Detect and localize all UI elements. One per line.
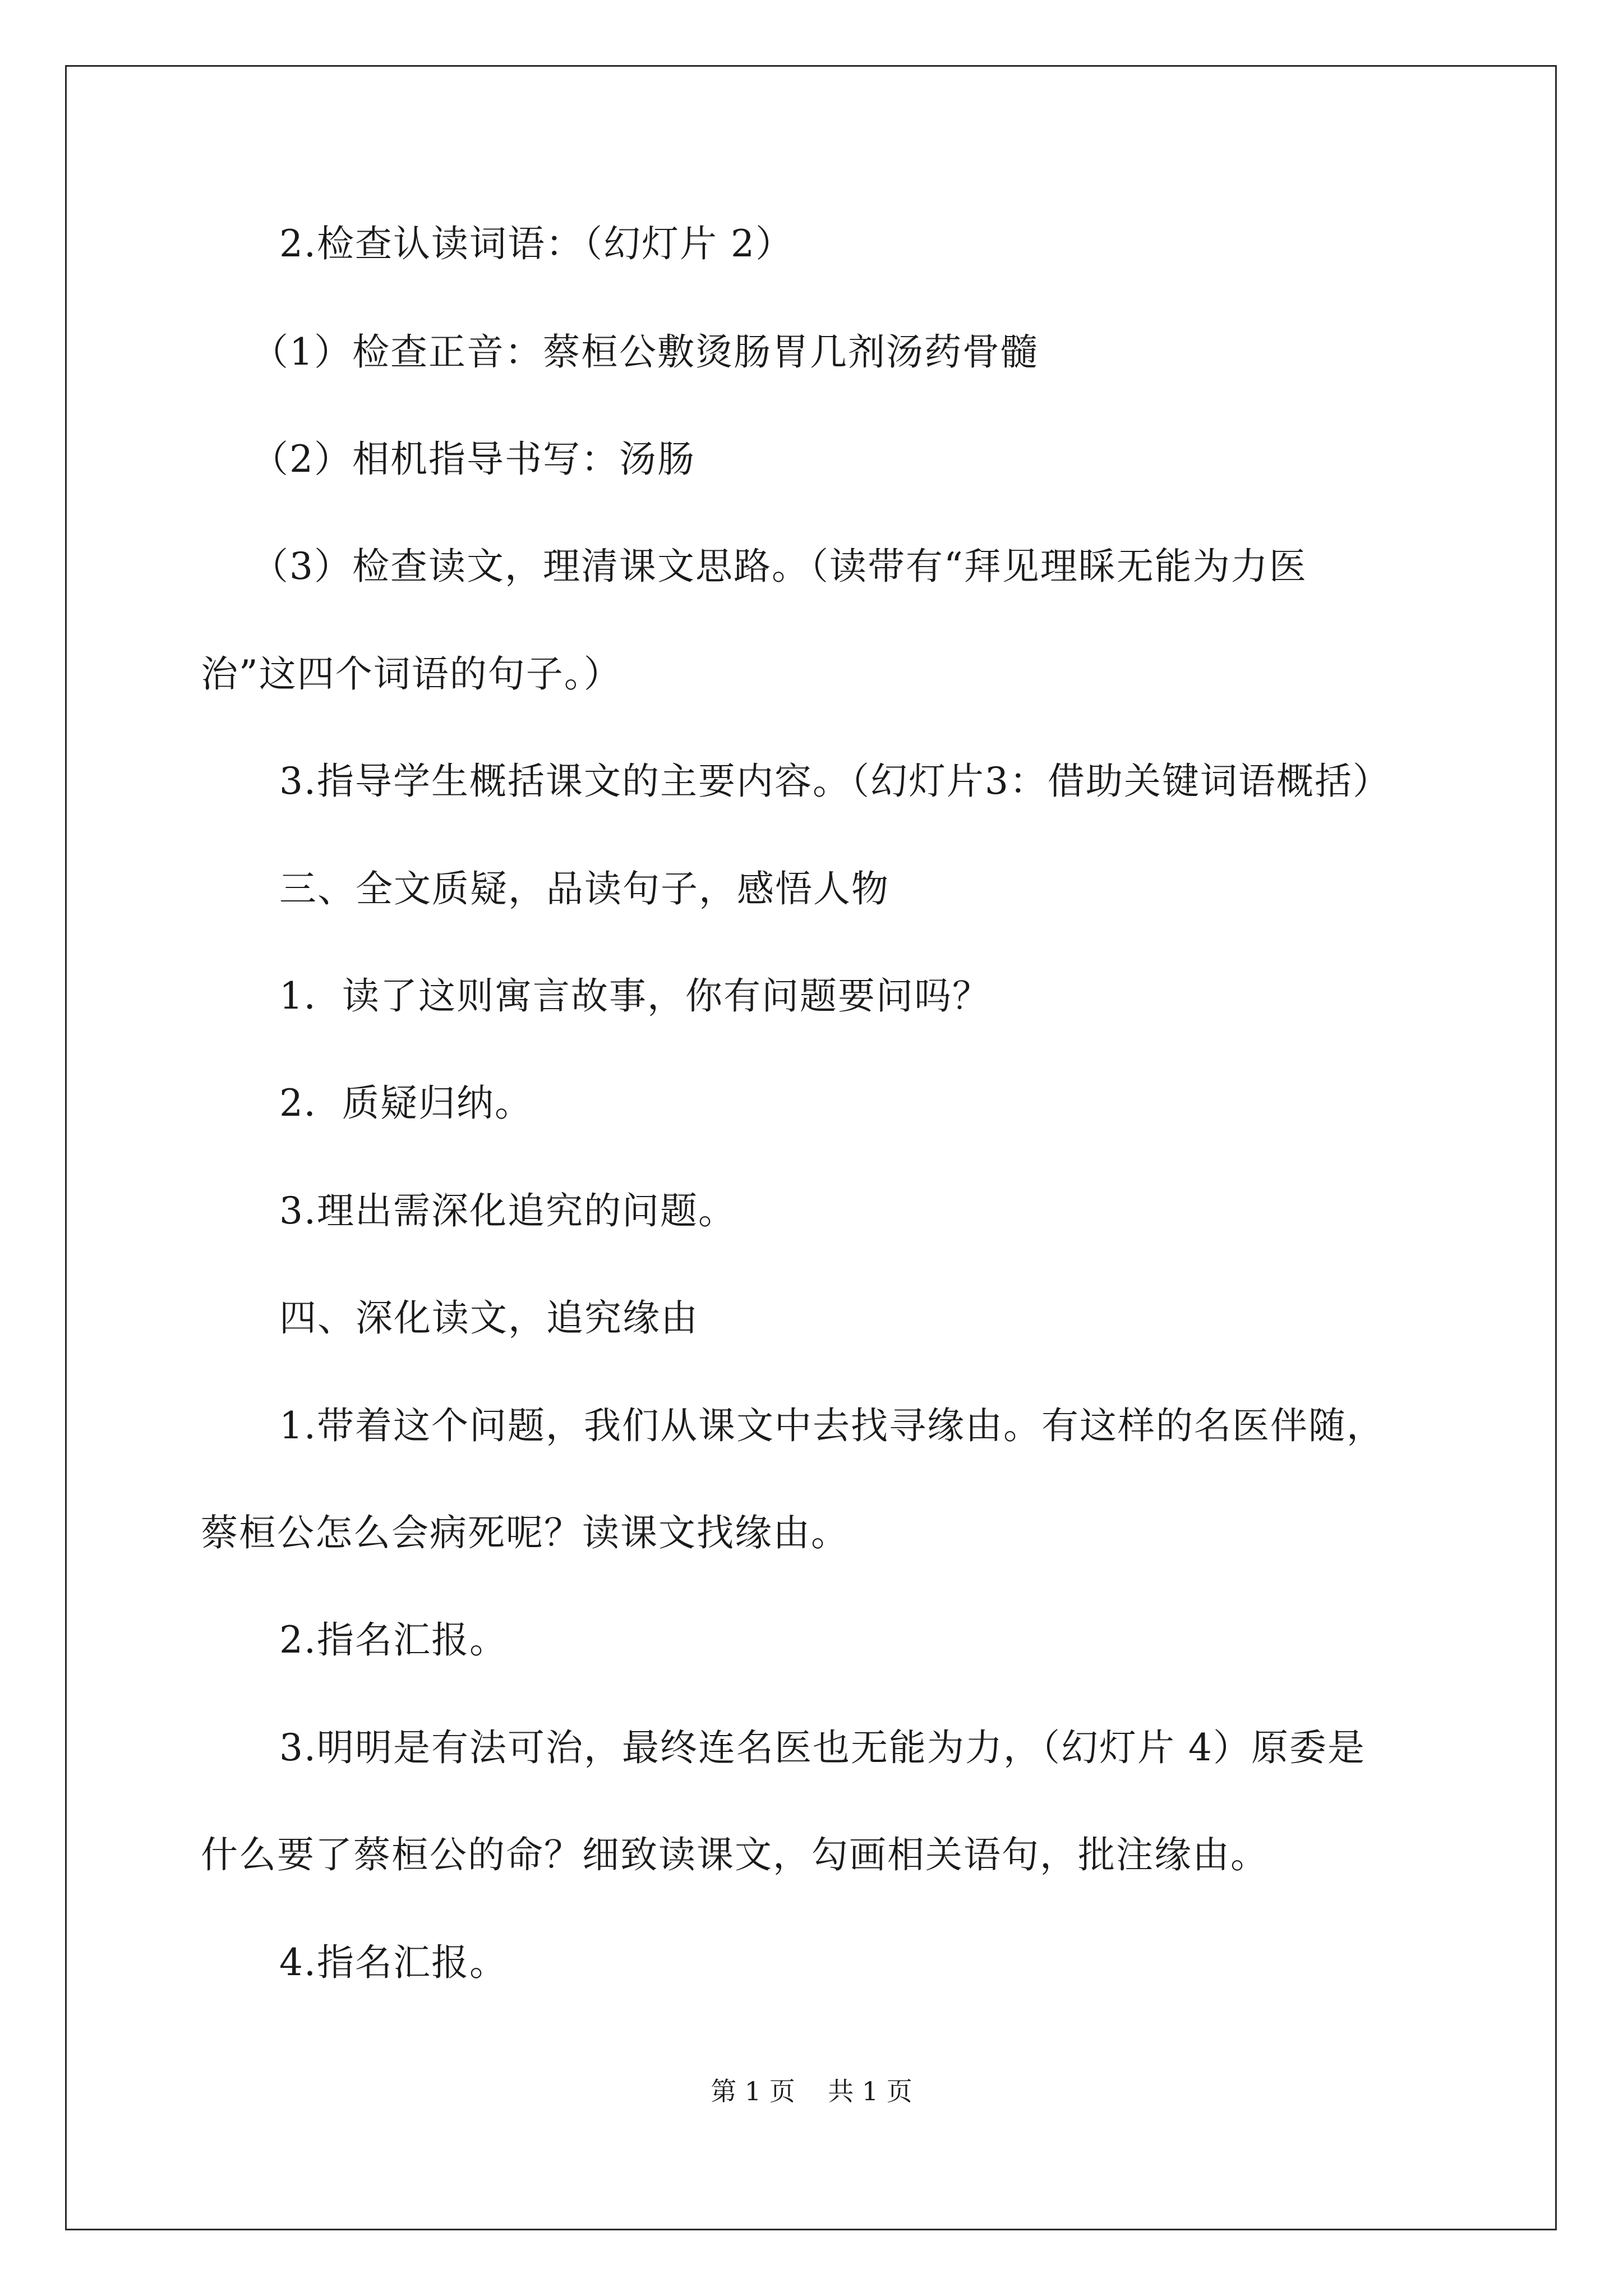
- text-line: 蔡桓公怎么会病死呢？读课文找缘由。: [201, 1511, 849, 1554]
- text-line: 1.带着这个问题，我们从课文中去找寻缘由。有这样的名医伴随，: [279, 1404, 1385, 1447]
- text-line: 1．读了这则寓言故事，你有问题要问吗？: [279, 974, 990, 1018]
- text-line: 4.指名汇报。: [279, 1941, 508, 1984]
- text-line: 3.理出需深化追究的问题。: [279, 1189, 736, 1232]
- page-number-footer: 第 1 页 共 1 页: [711, 2076, 912, 2106]
- text-line: 什么要了蔡桓公的命？细致读课文，勾画相关语句，批注缘由。: [201, 1833, 1269, 1876]
- text-line: 3.指导学生概括课文的主要内容。（幻灯片3：借助关键词语概括）: [279, 760, 1391, 803]
- section-heading: 四、深化读文，追究缘由: [279, 1296, 699, 1340]
- text-line: （2）相机指导书写：汤肠: [251, 438, 695, 481]
- text-line: 2．质疑归纳。: [279, 1082, 533, 1125]
- text-line: （1）检查正音：蔡桓公敷烫肠胃几剂汤药骨髓: [251, 330, 1039, 374]
- text-line: 2.检查认读词语：（幻灯片 2）: [279, 222, 794, 265]
- text-line: 3.明明是有法可治，最终连名医也无能为力，（幻灯片 4）原委是: [279, 1726, 1366, 1769]
- text-line: 治”这四个词语的句子。）: [201, 652, 622, 696]
- text-line: （3）检查读文，理清课文思路。（读带有“拜见理睬无能为力医: [251, 545, 1307, 588]
- text-line: 2.指名汇报。: [279, 1618, 508, 1662]
- page-border: [65, 65, 1557, 2230]
- section-heading: 三、全文质疑，品读句子，感悟人物: [279, 867, 889, 910]
